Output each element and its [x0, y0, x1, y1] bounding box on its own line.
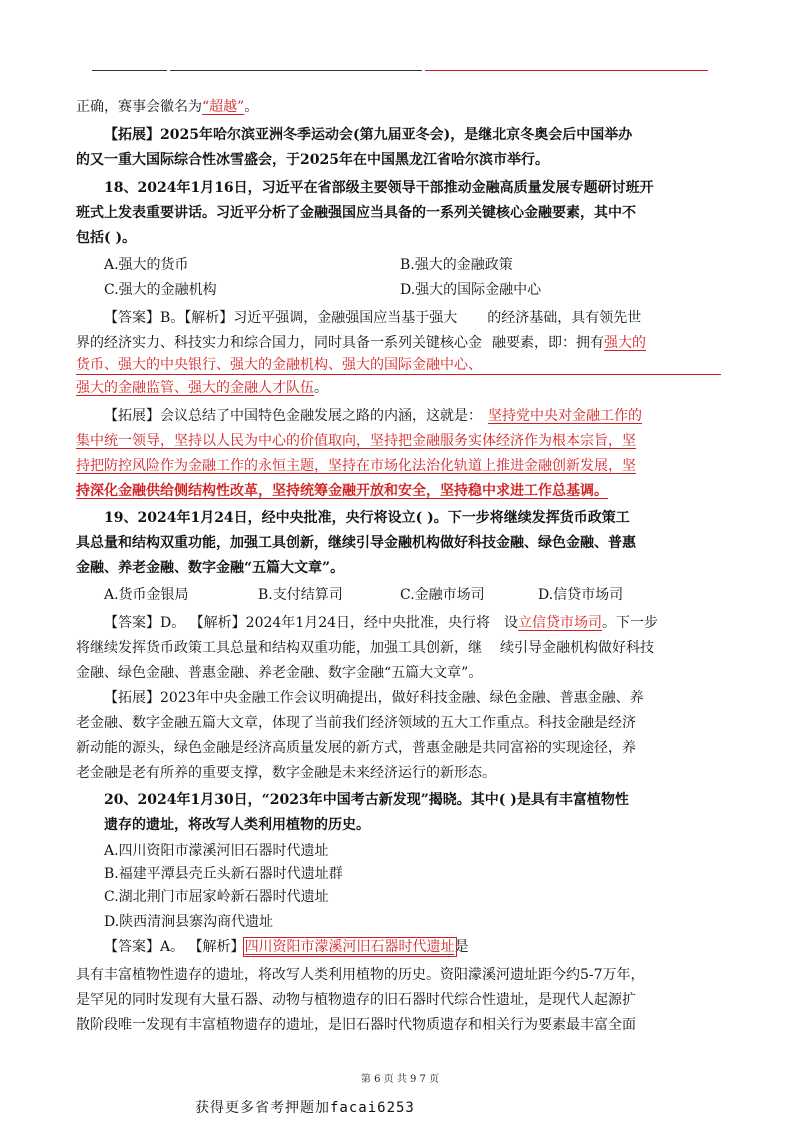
q18-extension-line1 [104, 406, 642, 426]
q18-answer-text2a: 界的经济实力、科技实力和综合国力，同时具备一系列关键核心金 [76, 335, 482, 351]
ext17-line1: 【拓展】2025年哈尔滨亚洲冬季运动会(第九届亚冬会)，是继北京冬奥会后中国举办 [104, 127, 633, 143]
q20-question-line1: 20、2024年1月30日，“2023年中国考古新发现”揭晓。其中( )是具有丰富植物性 [104, 792, 629, 808]
q18-answer-underline [76, 374, 721, 375]
q19-answer-text2a: 将继续发挥货币政策工具总量和结构双重功能，加强工具创新，继 [76, 640, 482, 656]
q20-answer-text1c: 是 [454, 939, 469, 955]
q18-question-line1: 18、2024年1月16日，习近平在省部级主要领导干部推动金融高质量发展专题研讨班开 [104, 180, 654, 196]
intro-line [76, 97, 258, 117]
q20-answer-line2: 具有丰富植物性遗存的遗址，将改写人类利用植物的历史。资阳濛溪河遗址距今约5-7万年， [76, 967, 645, 983]
ext17-line2: 的又一重大国际综合性冰雪盛会，于2025年在中国黑龙江省哈尔滨市举行。 [76, 152, 549, 168]
q19-answer-highlight: 立信贷市场司 [518, 615, 603, 631]
q20-answer-text1a: 【答案】A。 【解析】 [104, 939, 245, 955]
q20-answer-line1 [104, 937, 469, 957]
q18-question-line3: 包括( )。 [76, 230, 137, 246]
q18-answer-line2 [76, 333, 646, 353]
q18-answer-highlight1: 强大的 [604, 335, 646, 351]
q18-answer-text1a: 【答案】B。【解析】习近平强调，金融强国应当基于强大 [104, 310, 458, 326]
q18-extension-highlight1: 坚持党中央对金融工作的 [488, 408, 642, 424]
q19-answer-line3: 金融、绿色金融、普惠金融、养老金融、数字金融“五篇大文章”。 [76, 665, 483, 681]
q19-extension-line4: 老金融是老有所养的重要支撑，数字金融是未来经济运行的新形态。 [76, 765, 496, 781]
q19-option-c: C.金融市场司 [400, 587, 485, 603]
q18-answer-line3: 货币、强大的中央银行、强大的金融机构、强大的国际金融中心、 [76, 357, 482, 373]
q18-extension-line2: 集中统一领导，坚持以人民为中心的价值取向，坚持把金融服务实体经济作为根本宗旨，坚 [76, 433, 636, 449]
q18-answer-text1b: 的经济基础，具有领先世 [487, 310, 642, 326]
q19-answer-text1d: 。下一步 [602, 615, 659, 631]
q20-answer-line3: 是罕见的同时发现有大量石器、动物与植物遗存的旧石器时代综合性遗址，是现代人起源扩 [76, 992, 636, 1008]
q18-option-d: D.强大的国际金融中心 [400, 282, 542, 298]
q19-option-a: A.货币金银局 [104, 587, 189, 603]
q18-answer-text2b: 融要素，即：拥有 [492, 335, 604, 351]
q20-option-d: D.陕西清涧县寨沟商代遗址 [104, 914, 274, 930]
q19-answer-line1 [104, 613, 658, 633]
q18-answer-line1 [104, 308, 641, 328]
q20-answer-highlight: 四川资阳市濛溪河旧石器时代遗址 [244, 939, 455, 955]
q18-answer-line4 [76, 378, 328, 398]
q19-answer-text2b: 续引导金融机构做好科技 [500, 640, 654, 656]
q20-option-c: C.湖北荆门市屈家岭新石器时代遗址 [104, 889, 329, 905]
q19-question-line2: 具总量和结构双重功能，加强工具创新，继续引导金融机构做好科技金融、绿色金融、普惠 [76, 535, 636, 551]
header-rule-right [425, 70, 708, 71]
q19-answer-text1a: 【答案】D。 【解析】2024年1月24日，经中央批准，央行将 [104, 615, 491, 631]
q19-answer-line2 [76, 638, 654, 658]
q18-option-a: A.强大的货币 [104, 257, 189, 273]
q19-extension-line2: 老金融、数字金融五篇大文章，体现了当前我们经济领域的五大工作重点。科技金融是经济 [76, 715, 636, 731]
q18-answer-highlight2: 强大的金融监管、强大的金融人才队伍 [76, 380, 314, 396]
q18-question-line2: 班式上发表重要讲话。习近平分析了金融强国应当具备的一系列关键核心金融要素，其中不 [76, 205, 636, 221]
page-number: 第 6 页 共 9 7 页 [360, 1074, 440, 1085]
q19-question-line3: 金融、养老金融、数字金融“五篇大文章”。 [76, 560, 345, 576]
q18-extension-text1a: 【拓展】会议总结了中国特色金融发展之路的内涵，这就是： [104, 408, 482, 424]
intro-text: 正确，赛事会徽名为 [76, 99, 202, 115]
q19-question-line1: 19、2024年1月24日，经中央批准，央行将设立( )。下一步将继续发挥货币政策工 [104, 510, 630, 526]
q19-option-d: D.信贷市场司 [538, 587, 624, 603]
q20-answer-line4: 散阶段唯一发现有丰富植物遗存的遗址，是旧石器时代物质遗存和相关行为要素最丰富全面 [76, 1017, 636, 1033]
emblem-name: “超越” [202, 99, 245, 115]
q19-extension-line3: 新动能的源头，绿色金融是经济高质量发展的新方式，普惠金融是共同富裕的实现途径，养 [76, 740, 636, 756]
q18-option-c: C.强大的金融机构 [104, 282, 217, 298]
q18-option-b: B.强大的金融政策 [400, 257, 513, 273]
q18-answer-period: 。 [314, 380, 328, 396]
q19-answer-text1b: 设 [504, 615, 519, 631]
intro-period: 。 [244, 99, 259, 115]
header-rule-mid [170, 70, 422, 71]
header-rule-left [92, 70, 167, 71]
q19-option-b: B.支付结算司 [258, 587, 343, 603]
q18-extension-line3: 持把防控风险作为金融工作的永恒主题，坚持在市场化法治化轨道上推进金融创新发展，坚 [76, 458, 636, 474]
q20-option-a: A.四川资阳市濛溪河旧石器时代遗址 [104, 843, 329, 859]
q20-option-b: B.福建平潭县壳丘头新石器时代遗址群 [104, 866, 343, 882]
q20-question-line2: 遗存的遗址，将改写人类利用植物的历史。 [104, 817, 370, 833]
promo-text: 获得更多省考押题加facai6253 [195, 1100, 415, 1116]
q18-extension-line4: 持深化金融供给侧结构性改革，坚持统筹金融开放和安全，坚持稳中求进工作总基调。 [76, 483, 608, 499]
q19-extension-line1: 【拓展】2023年中央金融工作会议明确提出，做好科技金融、绿色金融、普惠金融、养 [104, 690, 644, 706]
